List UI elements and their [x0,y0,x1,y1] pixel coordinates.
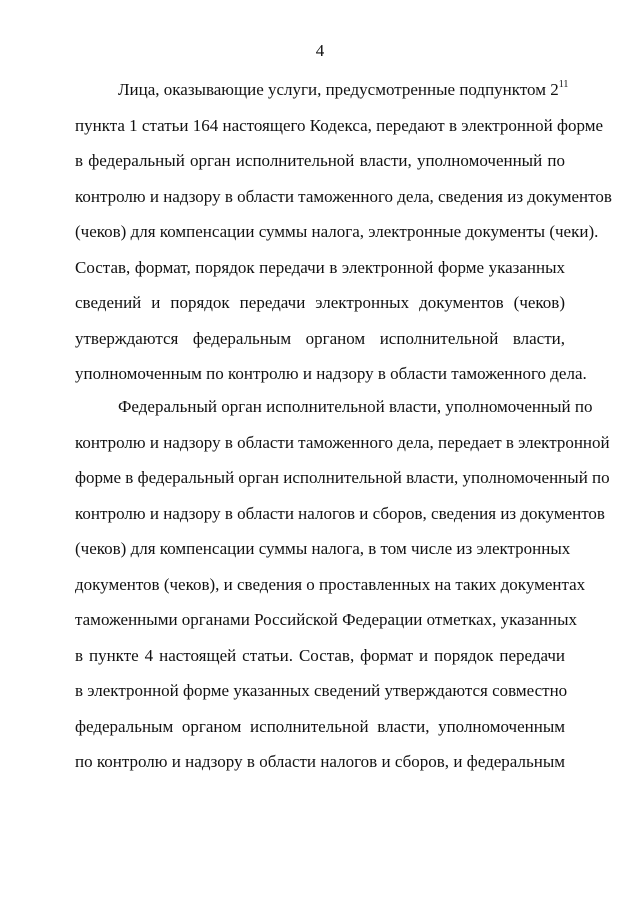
text-line: контролю и надзору в области таможенного дела, передает в электронной [75,433,610,452]
text-line: утверждаются федеральным органом исполнительной власти, [75,329,565,348]
text-line [118,79,569,101]
text-line: (чеков) для компенсации суммы налога, электронные документы (чеки). [75,222,599,241]
text-line: в федеральный орган исполнительной власти, уполномоченный по [75,151,565,170]
subparagraph-reference: $2^{11}$ [550,79,569,99]
text-line: документов (чеков), и сведения о проставленных на таких документах [75,575,586,594]
text-line: сведений и порядок передачи электронных документов (чеков) [75,293,565,312]
text-line: форме в федеральный орган исполнительной власти, уполномоченный по [75,468,610,487]
text-line: контролю и надзору в области налогов и сборов, сведения из документов [75,504,605,523]
text-line: в электронной форме указанных сведений утверждаются совместно [75,681,568,700]
text-line: таможенными органами Российской Федерации отметках, указанных [75,610,578,629]
line-text: Лица, оказывающие услуги, предусмотренные подпунктом [118,80,546,99]
text-line: пункта 1 статьи 164 настоящего Кодекса, передают в электронной форме [75,116,604,135]
text-line: (чеков) для компенсации суммы налога, в том числе из электронных [75,539,571,558]
text-line: в пункте 4 настоящей статьи. Состав, формат и порядок передачи [75,646,565,665]
text-line: уполномоченным по контролю и надзору в области таможенного дела. [75,364,587,383]
text-line: по контролю и надзору в области налогов и сборов, и федеральным [75,752,565,771]
text-line: Состав, формат, порядок передачи в электронной форме указанных [75,258,565,277]
text-line: федеральным органом исполнительной власти, уполномоченным [75,717,565,736]
page-number: 4 [315,41,325,60]
text-line: контролю и надзору в области таможенного дела, сведения из документов [75,187,612,206]
text-line: Федеральный орган исполнительной власти, уполномоченный по [118,397,593,416]
